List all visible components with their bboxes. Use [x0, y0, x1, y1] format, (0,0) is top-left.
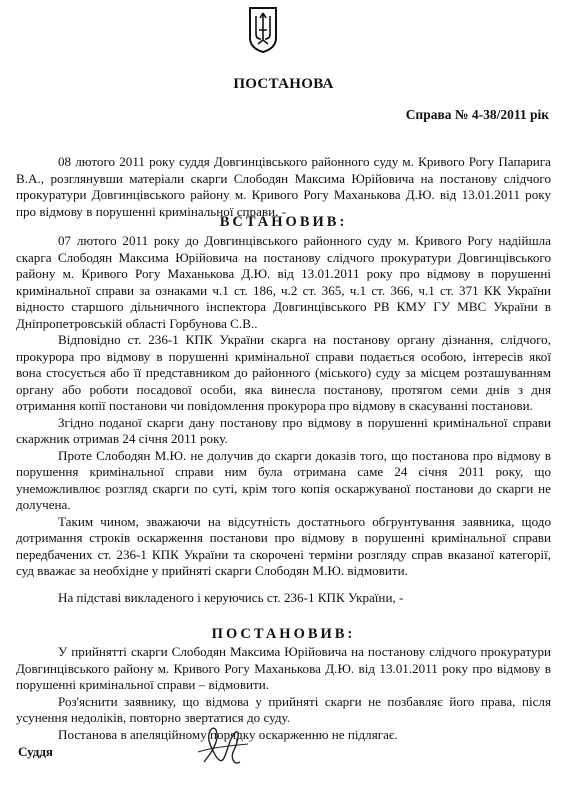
paragraph-legal-basis: Відповідно ст. 236-1 КПК України скарга на постанову органу дізнання, слідчого, прокурора про відмову в порушенні кримінальної справи подається особою, інтересів якої вона стосується або її представником до районного (міського) суду за місцем розташуванням органу або роботи посадової особи, яка винесла постанову, протягом семи днів з дня отримання копії постанови чи повідомлення прокурора про відмову в скасуванні постанови. — [16, 332, 551, 413]
signature-icon — [190, 722, 260, 774]
intro-section — [16, 154, 551, 220]
paragraph-missing-evidence: Проте Слободян М.Ю. не долучив до скарги доказів того, що постанова про відмову в порушення кримінальної справи ним була отримана саме 24 січня 2011 року, що унеможливлює розгляд скарги по суті, крім того копія оскаржуваної постанови до скарги не долучена. — [16, 447, 551, 512]
paragraph-complaint-date: Згідно поданої скарги дану постанову про відмову в порушенні кримінальної справи скаржник отримав 24 січня 2011 року. — [16, 414, 551, 446]
paragraph-no-appeal: Постанова в апеляційному порядку оскарженню не підлягає. — [58, 726, 398, 742]
intro-paragraph: 08 лютого 2011 року суддя Довгинцівського районного суду м. Кривого Рогу Папарига В.А., розглянувши матеріали скарги Слободян Максима Юрійовича на постанову слідчого прокуратури Довгинцівського району м. Кривого Рогу Маханькова Д.Ю. від 13.01.2011 року про відмову в порушенні кримінальної справи, - — [16, 154, 551, 219]
established-heading: ВСТАНОВИВ: — [219, 214, 348, 230]
paragraph-explanation: Роз'яснити заявнику, що відмова у прийняті скарги не позбавляє його права, після усунення недоліків, повторно звертатися до суду. — [16, 693, 551, 725]
document-title: ПОСТАНОВА — [233, 76, 334, 92]
paragraph-conclusion: Таким чином, зважаючи на відсутність достатнього обгрунтування заявника, щодо дотримання строків оскарження постанови про відмову в порушенні кримінальної справи передбачених ст. 236-1 КПК України та скорочені терміни розгляду справ вказаної категорії, суд вважає за необхідне у прийняті скарги Слободян М.Ю. відмовити. — [16, 513, 551, 578]
case-number: Справа № 4-38/2011 рік — [405, 107, 549, 122]
paragraph-grounds: На підставі викладеного і керуючись ст. 236-1 КПК України, - — [58, 589, 404, 605]
established-section — [16, 233, 551, 606]
judge-label: Суддя — [18, 744, 53, 759]
paragraph-complaint-received: 07 лютого 2011 року до Довгинцівського районного суду м. Кривого Рогу надійшла скарга Слободян Максима Юрійовича на постанову слідчого прокуратури Довгинцівського району м. Кривого Рогу Маханькова Д.Ю. від 13.01.2011 року про відмову в порушенні кримінальної справи за ознаками ч.1 ст. 186, ч.2 ст. 365, ч.1 ст. 366, ч.1 ст. 371 КК України відносто старшого дільничного інспектора Довгинцівського РВ КМУ ГУ МВС України в Дніпропетровській області Горбунова С.В.. — [16, 233, 551, 331]
ukraine-coat-of-arms-icon — [248, 6, 278, 54]
resolved-section — [16, 644, 551, 743]
paragraph-refusal: У прийнятті скарги Слободян Максима Юрійовича на постанову слідчого прокуратури Довгинцівського району м. Кривого Рогу Маханькова Д.Ю. від 13.01.2011 року про відмову в порушенні кримінальної справи – відмовити. — [16, 644, 551, 692]
resolved-heading: ПОСТАНОВИВ: — [211, 626, 356, 642]
